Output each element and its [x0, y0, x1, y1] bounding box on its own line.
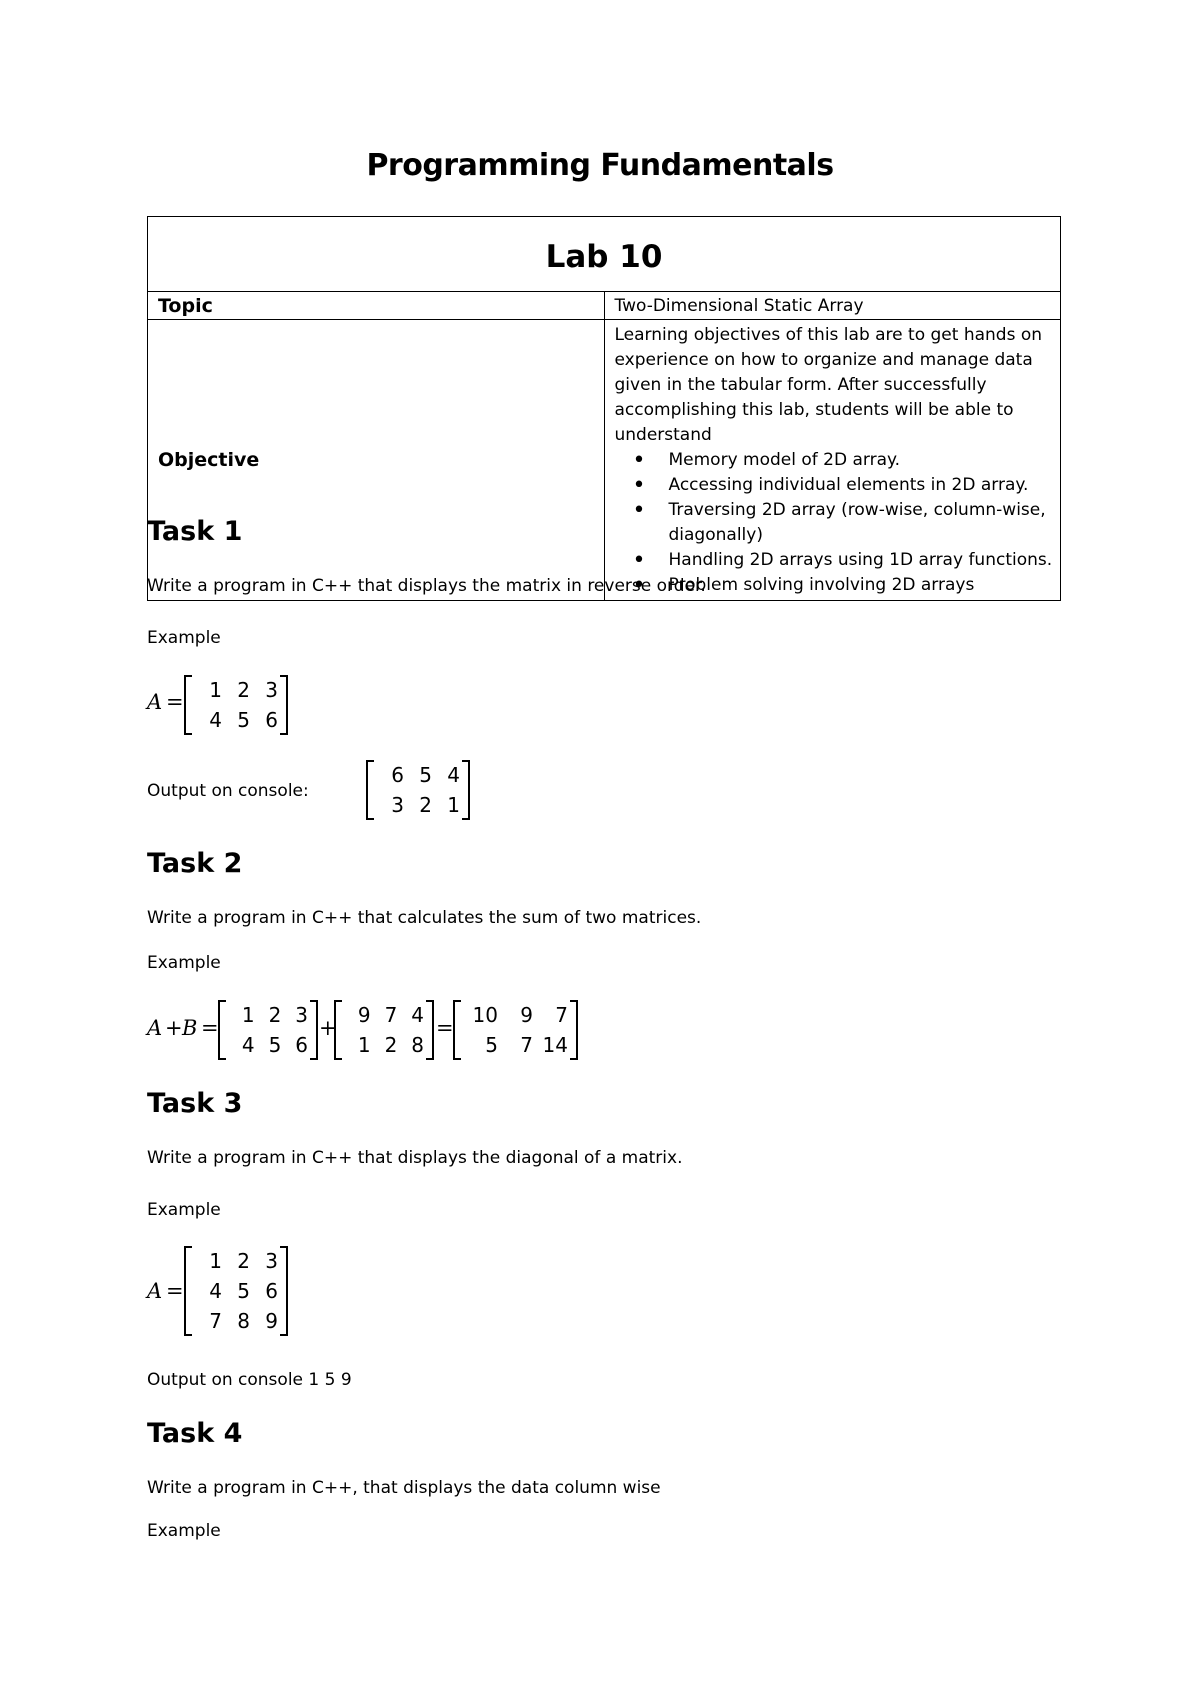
- right-bracket: [426, 1000, 434, 1060]
- objective-item: • Accessing individual elements in 2D array.: [669, 473, 1061, 498]
- left-bracket: [184, 1246, 192, 1336]
- matrix-cell: 3: [265, 1249, 278, 1273]
- matrix-cell: 1: [209, 678, 222, 702]
- objective-item: • Handling 2D arrays using 1D array functions.: [669, 548, 1061, 573]
- task-3-description: Write a program in C++ that displays the diagonal of a matrix.: [147, 1148, 683, 1168]
- matrix-cell: 2: [237, 1249, 250, 1273]
- objective-label: Objective: [148, 320, 605, 601]
- matrix-cell: 2: [268, 1003, 282, 1027]
- task-1-output-matrix: [366, 760, 470, 820]
- matrix-cell: 5: [419, 763, 432, 787]
- matrix-cell: 8: [237, 1309, 250, 1333]
- matrix-cells: [228, 1000, 308, 1060]
- task-3-heading: Task 3: [147, 1088, 243, 1119]
- matrix-cell: 1: [209, 1249, 222, 1273]
- left-bracket: [366, 760, 374, 820]
- objective-intro: Learning objectives of this lab are to get hands on experience on how to organize and manage data given in the tabular form. After successfully accomplishing this lab, students will be able to understand: [614, 325, 1043, 445]
- matrix-cell: 6: [265, 708, 278, 732]
- document-title: Programming Fundamentals: [366, 148, 834, 183]
- objective-cell: [604, 320, 1061, 601]
- objective-item: • Traversing 2D array (row-wise, column-wise, diagonally): [669, 498, 1061, 548]
- lab-info-table: [147, 216, 1061, 601]
- matrix-cell: 4: [411, 1003, 424, 1027]
- task-2-example-label: Example: [147, 953, 221, 973]
- topic-label: Topic: [148, 292, 605, 320]
- left-bracket: [184, 675, 192, 735]
- task-2-heading: Task 2: [147, 848, 243, 879]
- task-1-output-label: Output on console:: [147, 781, 309, 801]
- task-2-description: Write a program in C++ that calculates the sum of two matrices.: [147, 908, 702, 928]
- task-2-equals: =: [201, 1016, 219, 1040]
- right-bracket: [310, 1000, 318, 1060]
- task-2-var-a: A: [147, 1016, 163, 1040]
- objective-item: • Memory model of 2D array.: [669, 448, 1061, 473]
- right-bracket: [462, 760, 470, 820]
- matrix-cell: 2: [237, 678, 250, 702]
- matrix-cell: 4: [241, 1033, 255, 1057]
- task-3-equals: =: [166, 1279, 184, 1303]
- matrix-cell: 4: [209, 708, 222, 732]
- matrix-cells: [194, 1246, 278, 1336]
- task-2-matrix-a: [218, 1000, 318, 1060]
- matrix-cell: 3: [265, 678, 278, 702]
- task-2-matrix-sum: [453, 1000, 578, 1060]
- matrix-cells: [376, 760, 460, 820]
- lab-heading: Lab 10: [148, 217, 1061, 292]
- matrix-cell: 7: [384, 1003, 398, 1027]
- matrix-cell: 5: [237, 1279, 250, 1303]
- matrix-cell: 9: [357, 1003, 371, 1027]
- matrix-cell: 2: [419, 793, 432, 817]
- task-2-plus: +: [165, 1016, 183, 1040]
- matrix-cell: 7: [555, 1003, 568, 1027]
- matrix-cell: 10: [472, 1003, 498, 1027]
- task-2-var-b: B: [182, 1016, 198, 1040]
- task-3-output-text: Output on console 1 5 9: [147, 1370, 352, 1390]
- task-1-heading: Task 1: [147, 516, 243, 547]
- matrix-cell: 8: [411, 1033, 424, 1057]
- task-1-equals: =: [166, 690, 184, 714]
- matrix-cell: 14: [542, 1033, 568, 1057]
- task-4-heading: Task 4: [147, 1418, 243, 1449]
- matrix-cell: 6: [391, 763, 404, 787]
- matrix-cell: 9: [265, 1309, 278, 1333]
- task-4-example-label: Example: [147, 1521, 221, 1541]
- matrix-cell: 5: [268, 1033, 282, 1057]
- objective-item: • Problem solving involving 2D arrays: [669, 573, 1061, 598]
- task-1-example-label: Example: [147, 628, 221, 648]
- matrix-cells: [463, 1000, 568, 1060]
- task-2-equals-operator: =: [436, 1016, 454, 1040]
- task-2-matrix-b: [334, 1000, 434, 1060]
- matrix-cell: 4: [209, 1279, 222, 1303]
- matrix-cell: 6: [295, 1033, 308, 1057]
- task-3-matrix: [184, 1246, 288, 1336]
- right-bracket: [570, 1000, 578, 1060]
- matrix-cell: 1: [447, 793, 460, 817]
- task-1-matrix: [184, 675, 288, 735]
- left-bracket: [334, 1000, 342, 1060]
- matrix-cell: 7: [520, 1033, 533, 1057]
- matrix-cell: 1: [241, 1003, 255, 1027]
- task-4-description: Write a program in C++, that displays the data column wise: [147, 1478, 661, 1498]
- matrix-cell: 3: [295, 1003, 308, 1027]
- left-bracket: [218, 1000, 226, 1060]
- task-3-var-a: A: [147, 1279, 163, 1303]
- left-bracket: [453, 1000, 461, 1060]
- matrix-cells: [344, 1000, 424, 1060]
- matrix-cell: 5: [485, 1033, 498, 1057]
- matrix-cell: 6: [265, 1279, 278, 1303]
- task-1-description: Write a program in C++ that displays the matrix in reverse order.: [147, 576, 706, 596]
- task-1-var-a: A: [147, 690, 163, 714]
- right-bracket: [280, 1246, 288, 1336]
- matrix-cell: 9: [520, 1003, 533, 1027]
- matrix-cells: [194, 675, 278, 735]
- matrix-cell: 7: [209, 1309, 222, 1333]
- matrix-cell: 1: [357, 1033, 371, 1057]
- matrix-cell: 5: [237, 708, 250, 732]
- task-2-plus-operator: +: [319, 1016, 337, 1040]
- task-3-example-label: Example: [147, 1200, 221, 1220]
- topic-value: Two-Dimensional Static Array: [604, 292, 1061, 320]
- right-bracket: [280, 675, 288, 735]
- matrix-cell: 4: [447, 763, 460, 787]
- matrix-cell: 2: [384, 1033, 398, 1057]
- matrix-cell: 3: [391, 793, 404, 817]
